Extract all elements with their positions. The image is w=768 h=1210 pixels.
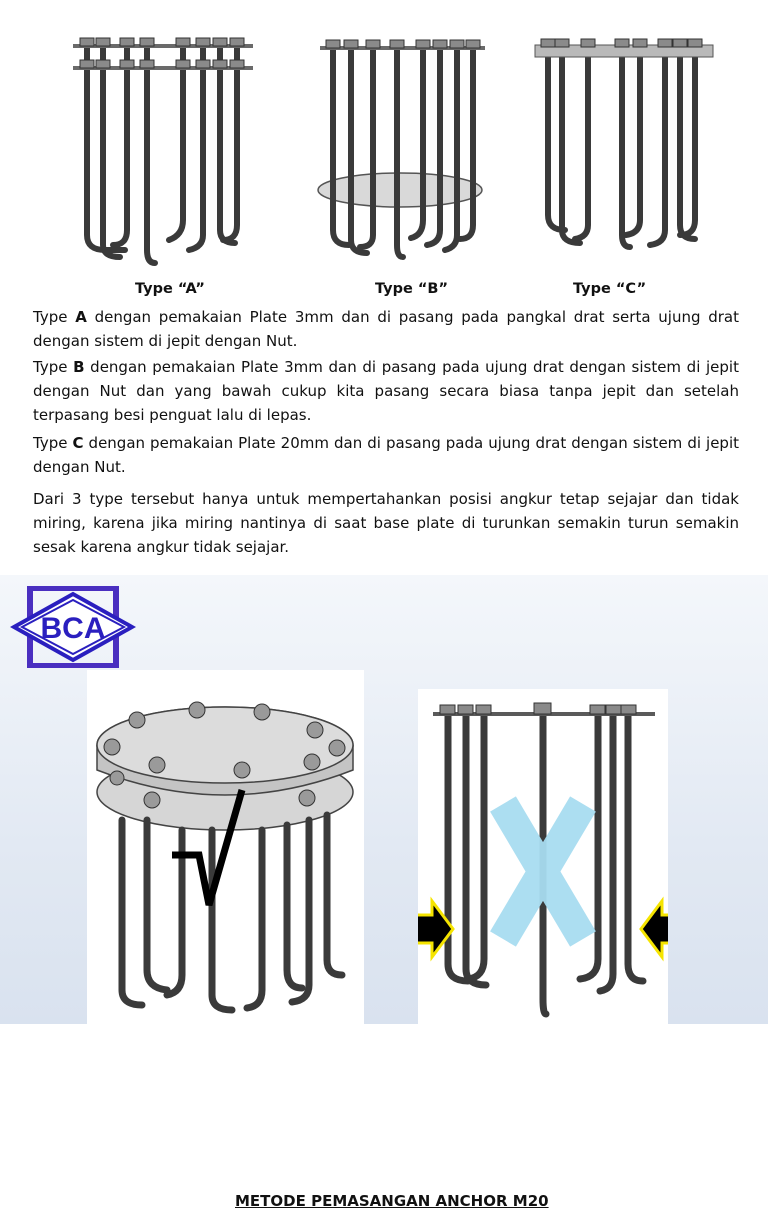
paragraph-type-a: Type A dengan pemakaian Plate 3mm dan di pasang pada pangkal drat serta ujung drat dengan sistem di jepit dengan Nut. — [33, 308, 739, 350]
type-b-label: Type “B” — [375, 281, 448, 297]
anchor-type-c-figure — [530, 35, 720, 260]
top-section — [0, 0, 768, 575]
anchor-type-a-figure — [65, 35, 265, 270]
bottom-section — [0, 575, 768, 1210]
anchor-type-b-figure — [315, 35, 490, 265]
bca-logo-text: BCA — [40, 612, 106, 645]
bca-logo — [10, 586, 136, 668]
section-heading: METODE PEMASANGAN ANCHOR M20 — [235, 1192, 549, 1210]
paragraph-summary: Dari 3 type tersebut hanya untuk mempertahankan posisi angkur tetap sejajar dan tidak miring, karena jika miring nantinya di saat base plate di turunkan semakin turun semakin sesak karena angkur tidak sejajar. — [33, 490, 739, 556]
paragraph-type-b: Type B dengan pemakaian Plate 3mm dan di pasang pada ujung drat dengan sistem di jepit dengan Nut dan yang bawah cukup kita pasang secara biasa tanpa jepit dan setelah terpasang besi penguat lalu di lepas. — [33, 358, 739, 424]
paragraph-type-c: Type C dengan pemakaian Plate 20mm dan di pasang pada ujung drat dengan sistem di jepit dengan Nut. — [33, 434, 740, 476]
right-arrow-icon — [641, 901, 668, 957]
type-a-label: Type “A” — [135, 281, 205, 297]
type-c-label: Type “C” — [573, 281, 647, 297]
correct-method-photo — [87, 670, 364, 1024]
wrong-method-photo — [418, 689, 668, 1024]
